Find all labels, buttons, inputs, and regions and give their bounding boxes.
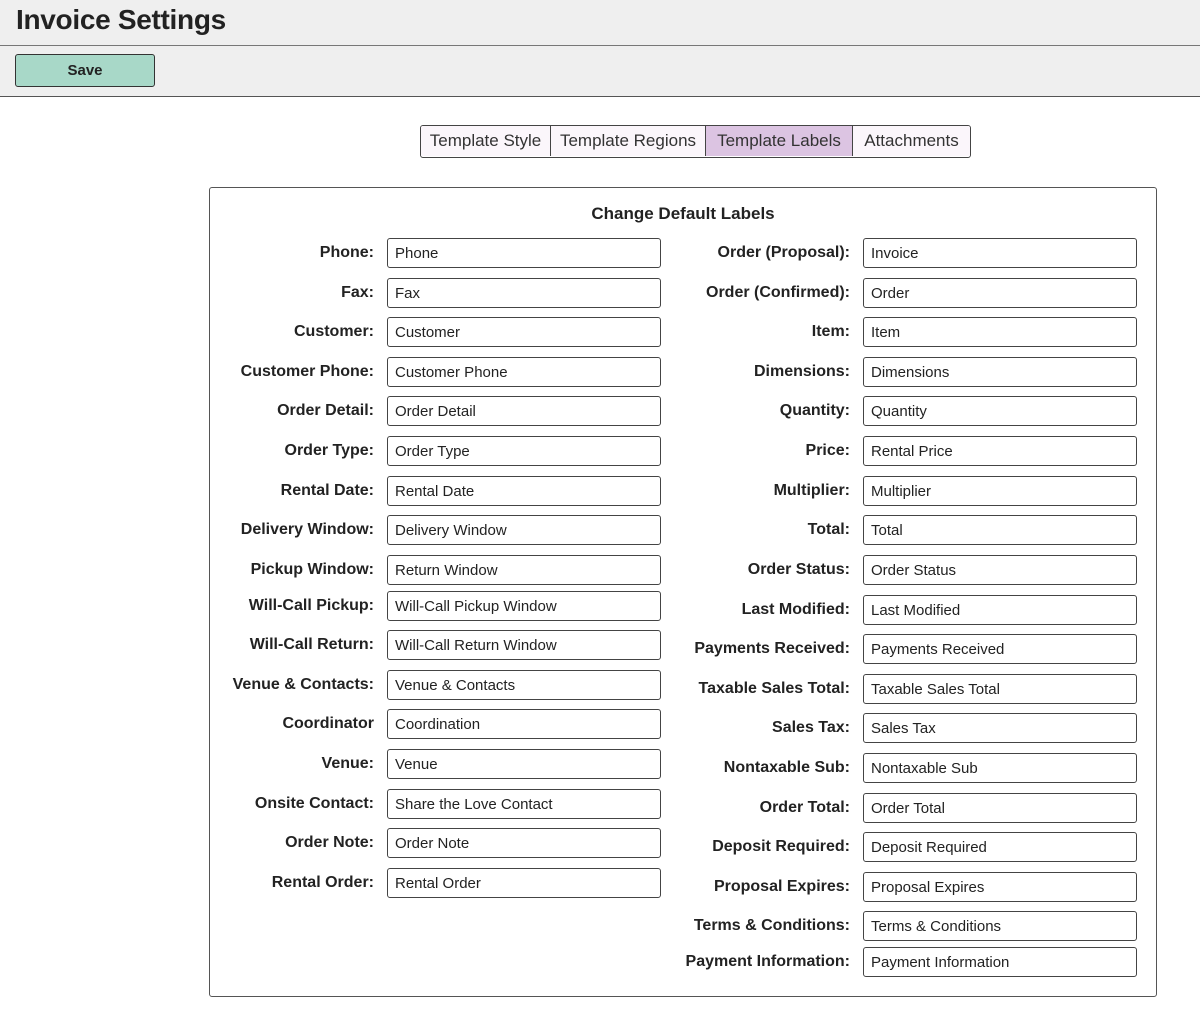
field-label: Taxable Sales Total: [698,680,850,697]
field-label: Rental Order: [271,874,374,891]
order-confirmed-label-input[interactable] [863,278,1137,308]
field-label: Order (Confirmed): [706,284,850,301]
sales-tax-label-input[interactable] [863,713,1137,743]
panel-title: Change Default Labels [591,204,775,223]
field-label: Dimensions: [753,363,850,380]
save-button[interactable]: Save [15,54,155,87]
field-label: Multiplier: [773,482,850,499]
field-label: Item: [811,323,850,340]
field-label: Coordinator [282,715,374,732]
tab-template-style[interactable]: Template Style [421,126,551,156]
field-label: Rental Date: [280,482,374,499]
total-label-input[interactable] [863,515,1137,545]
order-proposal-label-input[interactable] [863,238,1137,268]
field-label: Nontaxable Sub: [723,759,850,776]
field-label: Payments Received: [694,640,850,657]
field-label: Order Detail: [277,402,374,419]
field-label: Terms & Conditions: [693,917,850,934]
toolbar [0,46,1200,97]
tab-bar [420,125,971,158]
field-label: Order Total: [759,799,850,816]
quantity-label-input[interactable] [863,396,1137,426]
field-label: Order Type: [284,442,374,459]
payments-received-label-input[interactable] [863,634,1137,664]
terms-conditions-label-input[interactable] [863,911,1137,941]
field-label: Delivery Window: [240,521,374,538]
order-status-label-input[interactable] [863,555,1137,585]
proposal-expires-label-input[interactable] [863,872,1137,902]
field-label: Customer Phone: [240,363,374,380]
field-label: Quantity: [779,402,850,419]
deposit-required-label-input[interactable] [863,832,1137,862]
header-bar [0,0,1200,46]
tab-attachments[interactable]: Attachments [853,126,970,156]
multiplier-label-input[interactable] [863,476,1137,506]
taxable-sales-total-label-input[interactable] [863,674,1137,704]
last-modified-label-input[interactable] [863,595,1137,625]
field-label: Total: [807,521,850,538]
payment-information-label-input[interactable] [863,947,1137,977]
price-label-input[interactable] [863,436,1137,466]
dimensions-label-input[interactable] [863,357,1137,387]
field-label: Venue: [321,755,374,772]
field-label: Will-Call Return: [249,636,374,653]
field-label: Fax: [341,284,374,301]
field-label: Venue & Contacts: [232,676,374,693]
order-total-label-input[interactable] [863,793,1137,823]
labels-panel [209,187,1157,997]
field-label: Pickup Window: [250,561,374,578]
nontaxable-sub-label-input[interactable] [863,753,1137,783]
field-label: Order (Proposal): [717,244,850,261]
field-label: Customer: [293,323,374,340]
field-label: Sales Tax: [772,719,850,736]
field-label: Deposit Required: [712,838,850,855]
field-label: Will-Call Pickup: [248,597,374,614]
field-label: Order Note: [285,834,374,851]
item-label-input[interactable] [863,317,1137,347]
field-label: Onsite Contact: [254,795,374,812]
field-label: Payment Information: [685,953,850,970]
field-label: Order Status: [747,561,850,578]
page-title: Invoice Settings [16,4,226,35]
field-label: Phone: [319,244,374,261]
field-label: Proposal Expires: [713,878,850,895]
tab-template-regions[interactable]: Template Regions [551,126,706,156]
tab-template-labels[interactable]: Template Labels [706,126,853,156]
field-label: Price: [805,442,850,459]
field-label: Last Modified: [741,601,850,618]
